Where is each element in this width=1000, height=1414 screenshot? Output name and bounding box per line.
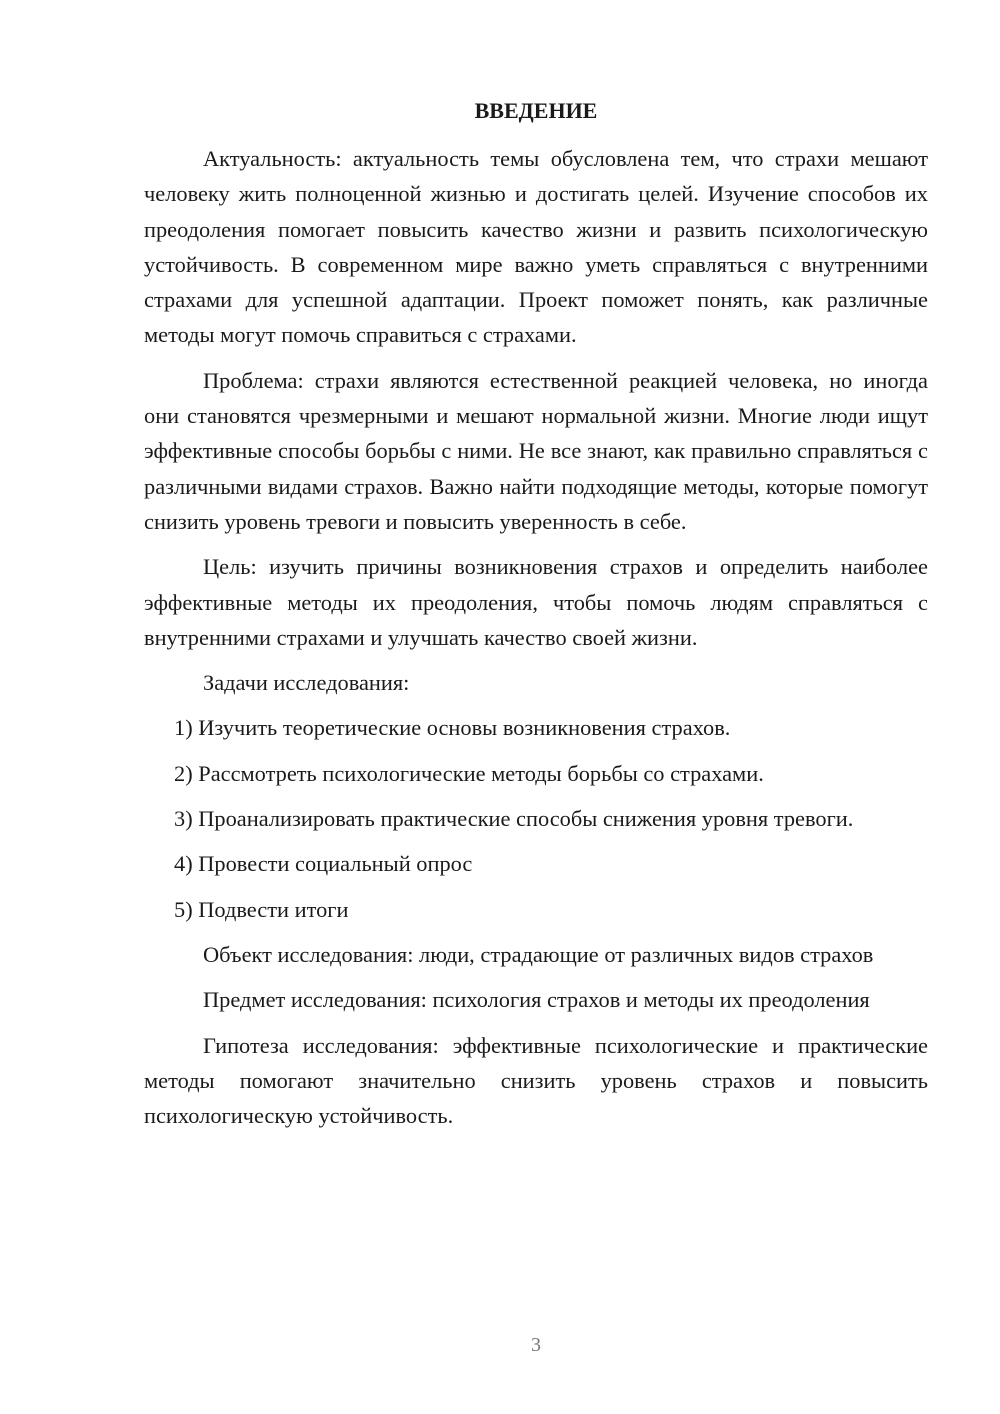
page-number: 3 [531, 1334, 541, 1356]
paragraph-subject: Предмет исследования: психология страхов и методы их преодоления [203, 987, 870, 1013]
paragraph-object: Объект исследования: люди, страдающие от различных видов страхов [203, 941, 874, 967]
task-item-1: 1) Изучить теоретические основы возникновения страхов. [174, 715, 731, 741]
paragraph-problem: Проблема: страхи являются естественной реакцией человека, но иногда они становятся чрезмерными и мешают нормальной жизни. Многие люди ищут эффективные способы борьбы с ними. Не все знают, как правильно справляться с различными видами страхов. Важно найти подходящие методы, которые помогут снизить уровень тревоги и повысить уверенность в себе. [144, 367, 928, 534]
paragraph-goal: Цель: изучить причины возникновения страхов и определить наиболее эффективные методы их преодоления, чтобы помочь людям справляться с внутренними страхами и улучшать качество своей жизни. [144, 554, 928, 650]
task-item-2: 2) Рассмотреть психологические методы борьбы со страхами. [174, 760, 764, 786]
page-title: ВВЕДЕНИЕ [474, 98, 598, 123]
paragraph-hypothesis: Гипотеза исследования: эффективные психологические и практические методы помогают значительно снизить уровень страхов и повысить психологическую устойчивость. [144, 1032, 928, 1129]
document-page [144, 0, 928, 1414]
task-item-5: 5) Подвести итоги [174, 896, 349, 922]
task-item-3: 3) Проанализировать практические способы снижения уровня тревоги. [174, 806, 854, 832]
task-item-4: 4) Провести социальный опрос [174, 851, 473, 877]
paragraph-relevance: Актуальность: актуальность темы обусловлена тем, что страхи мешают человеку жить полноценной жизнью и достигать целей. Изучение способов их преодоления помогает повысить качество жизни и развить психологическую устойчивость. В современном мире важно уметь справляться с внутренними страхами для успешной адаптации. Проект поможет понять, как различные методы могут помочь справиться с страхами. [144, 146, 928, 348]
document-body [144, 141, 928, 1143]
paragraph-tasks-heading: Задачи исследования: [203, 670, 410, 696]
